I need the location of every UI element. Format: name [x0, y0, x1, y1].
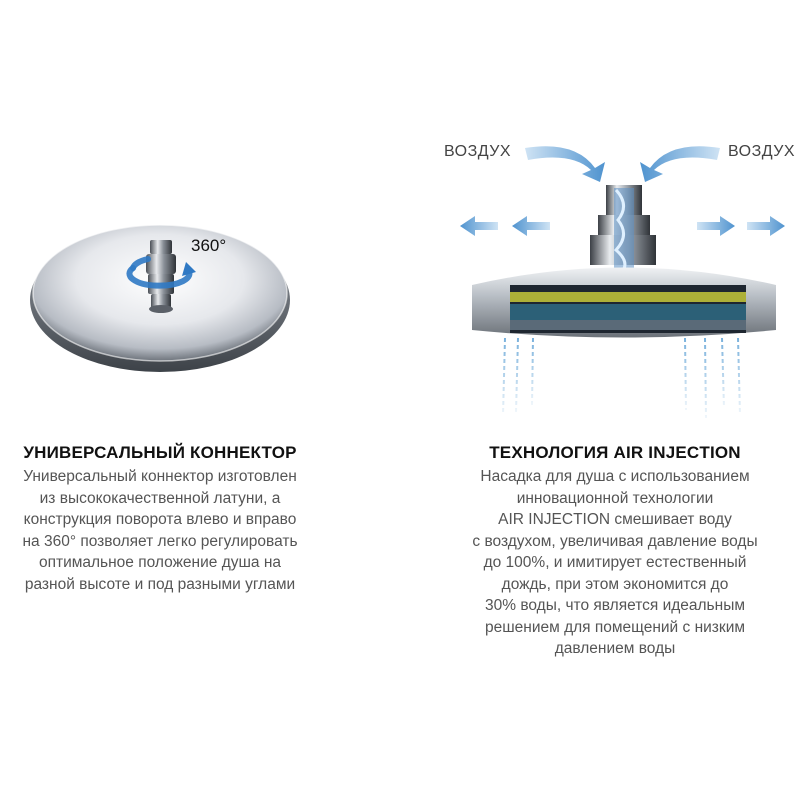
air-label-left: ВОЗДУХ	[444, 143, 512, 160]
rotation-angle-label: 360°	[191, 236, 227, 255]
description-line: Насадка для душа с использованием	[480, 468, 750, 485]
description-line: AIR INJECTION смешивает воду	[498, 511, 732, 528]
description-line: 30% воды, что является идеальным	[484, 597, 745, 614]
air-injection-description	[415, 466, 800, 660]
air-injection-panel	[400, 0, 800, 800]
air-injection-illustration	[400, 0, 800, 430]
description-line: из высококачественной латуни, а	[39, 489, 281, 507]
description-line: Универсальный коннектор изготовлен	[23, 468, 297, 485]
air-inflow-arrow-icon	[525, 146, 605, 182]
shower-disc-illustration	[0, 0, 400, 420]
description-line: инновационной технологии	[516, 489, 714, 507]
air-outflow-arrow-icon	[460, 216, 550, 236]
description-line: оптимальное положение душа на	[38, 554, 282, 571]
connector-heading: УНИВЕРСАЛЬНЫЙ КОННЕКТОР	[23, 443, 297, 462]
description-line: разной высоте и под разными углами	[24, 575, 296, 593]
description-line: дождь, при этом экономится до	[501, 575, 729, 593]
air-injection-heading: ТЕХНОЛОГИЯ AIR INJECTION	[489, 443, 741, 462]
air-inflow-arrow-icon	[640, 146, 720, 182]
connector-description	[0, 466, 360, 595]
description-line: конструкция поворота влево и вправо	[23, 511, 297, 528]
description-line: на 360° позволяет легко регулировать	[22, 532, 298, 550]
description-line: с воздухом, увеличивая давление воды	[472, 532, 758, 550]
description-line: решением для помещений с низким	[484, 618, 746, 636]
water-spray	[503, 338, 740, 420]
description-line: до 100%, и имитирует естественный	[483, 554, 747, 571]
shower-pipe	[590, 185, 656, 272]
shower-head-cutaway	[472, 268, 776, 338]
air-label-right: ВОЗДУХ	[728, 143, 796, 160]
description-line: давлением воды	[554, 640, 676, 657]
air-outflow-arrow-icon	[697, 216, 785, 236]
